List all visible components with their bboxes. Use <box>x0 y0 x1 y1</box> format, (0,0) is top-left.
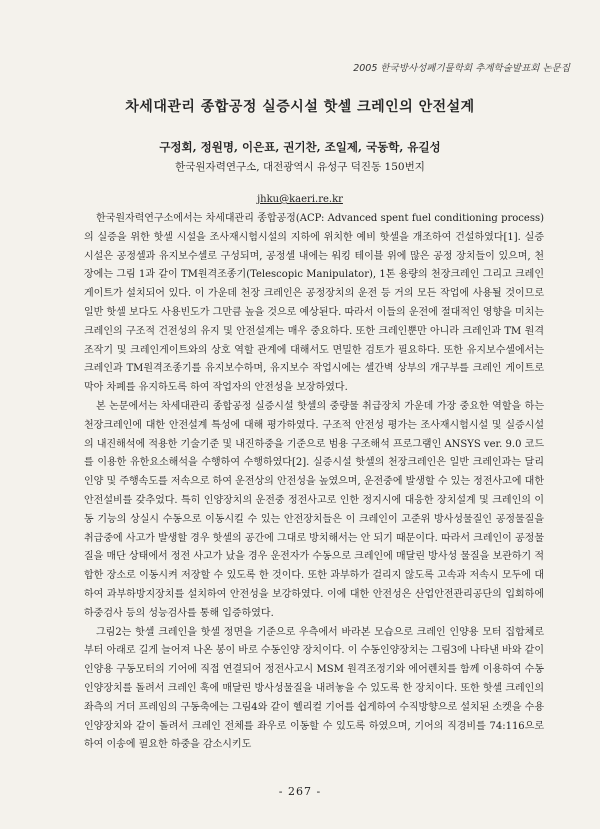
paper-title: 차세대관리 종합공정 실증시설 핫셀 크레인의 안전설계 <box>125 99 475 115</box>
author-list: 구정회, 정원명, 이은표, 권기찬, 조일제, 국동학, 유길성 <box>159 140 441 154</box>
paragraph-3: 그림2는 핫셀 크레인을 핫셀 정면을 기준으로 우측에서 바라본 모습으로 크레인 인양용 모터 집합체로부터 아래로 길게 늘어져 나온 봉이 바로 수동인양 장치이다. 이 수동인양장치는 그림3에 나타낸 바와 같이 인양용 구동모터의 기어에 직접 연결되어 정전사고시 MSM 원격조정기와 에어렌치를 함께 이용하여 수동인양장치를 돌려서 크레인 훅에 매달린 방사성물질을 내려놓을 수 있도록 한 장치이다. 또한 핫셀 크레인의 좌측의 거더 프레임의 구동축에는 그림4와 같이 헬리컬 기어를 쉽게하여 수직방향으로 설치된 소켓을 수용인양장치와 같이 돌려서 크레인 전체를 좌우로 이동할 수 있도록 하였으며, 기어의 직경비를 74:116으로 하여 이송에 필요한 하중을 감소시키도 <box>84 626 544 751</box>
body-text <box>84 210 544 755</box>
email-link[interactable]: jhku@kaeri.re.kr <box>257 194 343 205</box>
paragraph-2: 본 논문에서는 차세대관리 종합공정 실증시설 핫셀의 중량물 취급장치 가운데 가장 중요한 역할을 하는 천장크레인에 대한 안전설계 특성에 대해 평가하였다. 구조적 안전성 평가는 조사재시험시설 및 실증시설의 내진해석에 적용한 기술기준 및 내진하중을 기준으로 범용 구조해석 프로그램인 ANSYS ver. 9.0 코드를 이용한 유한요소해석을 수행하여 수행하였다[2]. 실증시설 핫셀의 천장크레인은 일반 크레인과는 달리 인양 및 주행속도를 저속으로 하여 운전상의 안전성을 높였으며, 운전중에 발생할 수 있는 정전사고에 대한 안전설비를 갖추었다. 특히 인양장치의 운전중 정전사고로 인한 정지시에 대응한 장치설계 및 크레인의 이동 기능의 상실시 수동으로 이동시킬 수 있는 안전장치들은 이 크레인이 고준위 방사성물질인 공정물질을 취급중에 사고가 발생할 경우 핫셀의 공간에 그대로 방치해서는 안 되기 때문이다. 따라서 크레인이 공정물질을 매단 상태에서 정전 사고가 났을 경우 운전자가 수동으로 크레인에 매달린 방사성 물질을 보관하기 적합한 장소로 이동시켜 저장할 수 있도록 한 것이다. 또한 과부하가 걸리지 않도록 고속과 저속시 모두에 대하여 과부하방지장치를 설치하여 안전성을 보강하였다. 이에 대한 안전성은 산업안전관리공단의 입회하에 하중검사 등의 성능검사를 통해 입증하였다. <box>84 400 544 619</box>
affiliation: 한국원자력연구소, 대전광역시 유성구 덕진동 150번지 <box>175 161 425 173</box>
page-number: - 267 - <box>278 785 322 798</box>
paragraph-1: 한국원자력연구소에서는 차세대관리 종합공정(ACP: Advanced spent fuel conditioning process)의 실증을 위한 핫셀 시설을 조사재시험시설의 지하에 위치한 예비 핫셀을 개조하여 건설하였다[1]. 실증시설은 공정셀과 유지보수셀로 구성되며, 공정셀 내에는 워킹 테이블 위에 많은 공정 장치들이 있으며, 천장에는 그림 1과 같이 TM원격조종기(Telescopic Manipulator), 1톤 용량의 천장크레인 그리고 크레인 게이트가 설치되어 있다. 이 가운데 천장 크레인은 공정장치의 운전 등 거의 모든 작업에 사용될 것이므로 일반 핫셀 보다도 사용빈도가 그만큼 높을 것으로 예상된다. 따라서 이들의 운전에 절대적인 영향을 미치는 크레인의 구조적 건전성의 유지 및 안전설계는 매우 중요하다. 또한 크레인뿐만 아니라 크레인과 TM 원격조작기 및 크레인게이트와의 상호 역할 관계에 대해서도 면밀한 검토가 필요하다. 또한 유지보수셀에서는 크레인과 TM원격조종기를 유지보수하며, 유지보수 작업시에는 셀간벽 상부의 개구부를 크레인 게이트로 막아 차폐를 유지하도록 하여 작업자의 안전성을 보장하였다. <box>84 213 544 394</box>
running-head: 2005 한국방사성폐기물학회 추계학술발표회 논문집 <box>353 63 570 74</box>
